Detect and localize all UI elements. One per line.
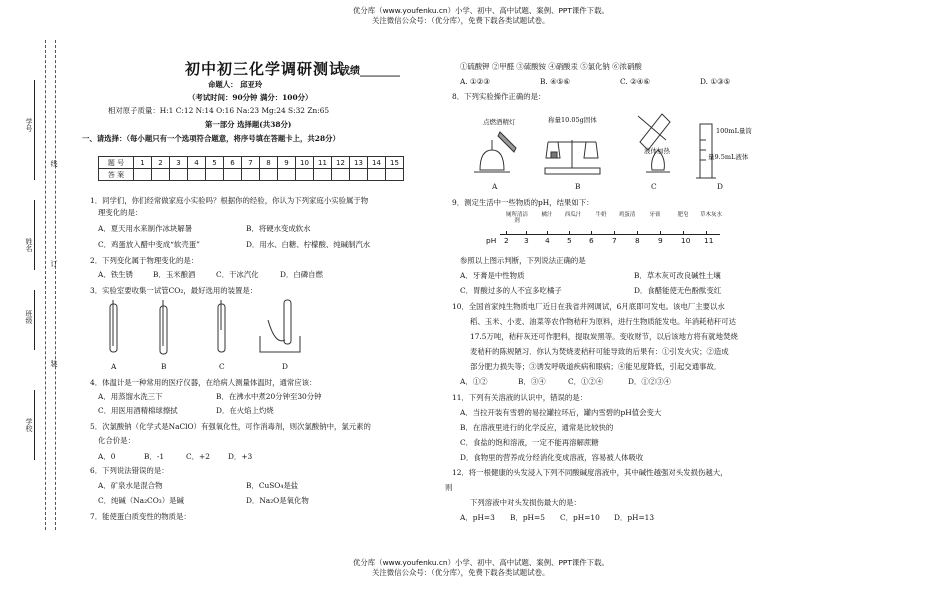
q10-line-4: 麦秸秆的陈规陋习．你认为焚烧麦秸秆可能导致的后果有：①引发火灾；②造成 xyxy=(470,347,729,356)
q9-intro: 参照以上图示判断，下列说法正确的是 xyxy=(460,256,586,265)
q5-option-b: B．-1 xyxy=(144,452,165,461)
atomic-masses: 相对原子质量：H:1 C:12 N:14 O:16 Na:23 Mg:24 S:32 Zn:65 xyxy=(108,106,330,115)
ph-substance-label: 鸡蛋清 xyxy=(618,212,636,218)
part-1-heading: 第一部分 选择题(共38分) xyxy=(205,120,292,129)
ph-tick-label: 7 xyxy=(612,236,617,245)
q11-option-c: C．食盐的饱和溶液，一定不能再溶解蔗糖 xyxy=(460,438,599,447)
q8-cylinder-caption-2: 量9.5mL液体 xyxy=(708,153,749,161)
q12-option-c: C．pH=10 xyxy=(560,513,600,522)
q8-balance-caption: 称量10.05g固体 xyxy=(548,116,597,124)
q10-line-1: 10．全国首家纯生物质电厂近日在我省并网调试，6月底即可发电。该电厂主要以水 xyxy=(452,302,725,311)
q4-option-c: C．用医用酒精棉球擦拭 xyxy=(98,406,178,415)
table-cell: 11 xyxy=(314,157,332,169)
ph-tick-label: 3 xyxy=(524,236,529,245)
table-cell: 15 xyxy=(386,157,404,169)
q7-option-b: B. ④⑤⑥ xyxy=(540,77,571,86)
ph-axis-label: pH xyxy=(486,236,497,245)
binding-line-inner xyxy=(55,40,56,530)
answer-cell[interactable] xyxy=(224,169,242,181)
tube-c xyxy=(218,300,225,352)
author: 命题人： 邱亚玲 xyxy=(208,80,263,89)
q10-option-d: D．①②③④ xyxy=(628,377,671,386)
ph-tick-mark xyxy=(614,231,615,235)
ph-tick-label: 4 xyxy=(545,236,550,245)
table-cell: 题 号 xyxy=(99,157,134,169)
ph-tick-mark xyxy=(591,231,592,235)
q6-option-c: C．纯碱（Na₂CO₃）是碱 xyxy=(98,496,184,505)
ph-tick-label: 5 xyxy=(567,236,572,245)
q8-cylinder-caption-1: 100mL量筒 xyxy=(716,127,752,135)
table-cell: 3 xyxy=(170,157,188,169)
ph-substance-label: 西瓜汁 xyxy=(564,212,582,218)
ph-tick-label: 2 xyxy=(504,236,509,245)
ph-tick-label: 11 xyxy=(704,236,714,245)
answer-table xyxy=(98,156,404,181)
q7-stem: 7．能使蛋白质变性的物质是： xyxy=(90,512,191,521)
binding-line xyxy=(45,40,46,530)
ph-substance-label: 牙膏 xyxy=(649,212,661,218)
q12-stem-1: 12．将一根健康的头发浸入下列不同酸碱度溶液中，其中碱性越强对头发损伤越大， xyxy=(452,468,728,477)
table-cell: 6 xyxy=(224,157,242,169)
q5-option-c: C．+2 xyxy=(186,452,210,461)
q9-option-d: D．食醋能使无色酚酞变红 xyxy=(634,286,722,295)
answer-table-answer-row xyxy=(99,169,404,181)
q10-option-b: B．③④ xyxy=(518,377,546,386)
q9-stem: 9．测定生活中一些物质的pH，结果如下： xyxy=(452,198,594,207)
answer-cell[interactable] xyxy=(134,169,152,181)
answer-cell[interactable] xyxy=(206,169,224,181)
answer-cell[interactable] xyxy=(296,169,314,181)
q8-heat-caption: 液体加热 xyxy=(644,147,670,155)
q9-option-a: A．牙膏是中性物质 xyxy=(460,271,525,280)
q8-label-b: B xyxy=(575,182,581,191)
q3-apparatus-figure xyxy=(100,300,300,360)
footer-line-1: 优分库（www.youfenku.cn）小学、初中、高中试题、案例、PPT课件下载。 xyxy=(353,558,609,567)
ph-substance-label: 肥皂 xyxy=(677,212,689,218)
answer-cell[interactable] xyxy=(332,169,350,181)
answer-cell[interactable] xyxy=(278,169,296,181)
score-label: 成绩________ xyxy=(340,66,400,77)
answer-cell[interactable] xyxy=(386,169,404,181)
table-cell: 13 xyxy=(350,157,368,169)
ph-substance-label: 草木灰水 xyxy=(700,212,723,218)
graduated-cylinder xyxy=(696,124,716,178)
header-line-2: 关注微信公众号：（优分库），免费下载各类试题试卷。 xyxy=(372,16,550,25)
q4-option-d: D．在火焰上灼烧 xyxy=(216,406,274,415)
q11-option-b: B．在溶液里进行的化学反应，通常是比较快的 xyxy=(460,423,614,432)
ph-substance-label: 牛奶 xyxy=(595,212,607,218)
q1-stem-2: 理变化的是： xyxy=(98,208,143,217)
q6-option-a: A．矿泉水是混合物 xyxy=(98,481,163,490)
q2-option-a: A．铁生锈 xyxy=(98,270,133,279)
ph-substance-label: 厕所清洁剂 xyxy=(506,212,529,224)
q1-stem-1: 1．同学们，你们经常做家庭小实验吗？根据你的经验，你认为下列家庭小实验属于物 xyxy=(90,196,369,205)
q10-line-3: 17.5万吨，秸秆灰还可作肥料，提取炭黑等。变收财节，以后该地方将有就地焚烧 xyxy=(470,332,738,341)
q5-stem-1: 5．次氯酸钠（化学式是NaClO）有强氧化性，可作消毒剂，则次氯酸钠中，氯元素的 xyxy=(90,422,371,431)
q8-apparatus-figure xyxy=(470,110,730,182)
table-cell: 8 xyxy=(260,157,278,169)
balance xyxy=(545,140,600,174)
q3-label-b: B xyxy=(161,362,167,371)
q12-option-d: D．pH=13 xyxy=(614,513,655,522)
margin-fill-line xyxy=(34,200,35,270)
q11-stem: 11．下列有关溶液的认识中，错误的是： xyxy=(452,393,588,402)
ph-tick-mark xyxy=(526,231,527,235)
heating-test-tube xyxy=(638,114,670,172)
ph-tick-label: 10 xyxy=(681,236,691,245)
q7-option-a: A. ①②③ xyxy=(460,77,490,86)
q1-option-a: A．夏天用水来制作冰块解暑 xyxy=(98,224,193,233)
q1-option-c: C．鸡蛋放入醋中变成“软壳蛋” xyxy=(98,240,200,249)
margin-label-xuexiao: 学校 xyxy=(25,418,33,432)
q11-option-a: A．当拉开装有雪碧的易拉罐拉环后，罐内雪碧的pH值会变大 xyxy=(460,408,662,417)
answer-cell[interactable] xyxy=(368,169,386,181)
q3-label-d: D xyxy=(282,362,288,371)
q8-lamp-caption: 点燃酒精灯 xyxy=(483,118,516,126)
table-cell: 4 xyxy=(188,157,206,169)
q10-option-a: A．①② xyxy=(460,377,488,386)
answer-cell[interactable] xyxy=(170,169,188,181)
answer-cell[interactable] xyxy=(314,169,332,181)
q2-option-b: B．玉米酿酒 xyxy=(153,270,196,279)
table-cell: 12 xyxy=(332,157,350,169)
q1-option-b: B．将硬水变成软水 xyxy=(246,224,311,233)
q3-label-c: C xyxy=(219,362,225,371)
q7-option-c: C. ②④⑥ xyxy=(620,77,650,86)
tube-a xyxy=(110,300,117,352)
q12-stem-2: 下列溶液中对头发损伤最大的是： xyxy=(470,498,581,507)
table-cell: 9 xyxy=(278,157,296,169)
ph-tick-mark xyxy=(547,231,548,235)
q7-option-d: D. ①③⑤ xyxy=(700,77,731,86)
q5-stem-2: 化合价是： xyxy=(98,436,135,445)
answer-cell[interactable] xyxy=(242,169,260,181)
answer-table-header-row xyxy=(99,157,404,169)
q12-option-a: A．pH=3 xyxy=(460,513,495,522)
q1-option-d: D．用水、白糖、柠檬酸、纯碱制汽水 xyxy=(246,240,371,249)
q8-stem: 8．下列实验操作正确的是： xyxy=(452,92,546,101)
margin-fill-line xyxy=(34,290,35,350)
q4-option-a: A．用蒸馏水洗三下 xyxy=(98,392,163,401)
q2-stem: 2．下列变化属于物理变化的是： xyxy=(90,256,199,265)
exam-time: （考试时间：90分钟 满分：100分） xyxy=(188,93,313,102)
q8-label-c: C xyxy=(651,182,657,191)
q9-option-c: C．胃酸过多的人不宜多吃橘子 xyxy=(460,286,562,295)
margin-label-xian: 线 xyxy=(50,160,58,167)
q6-option-b: B．CuSO₄是盐 xyxy=(246,481,299,490)
q10-line-2: 稻、玉米、小麦、油菜等农作物秸秆为原料，进行生物质能发电。年消耗秸秆可达 xyxy=(470,317,737,326)
margin-label-ding: 订 xyxy=(50,260,58,267)
table-cell: 10 xyxy=(296,157,314,169)
q2-option-c: C．干冰汽化 xyxy=(216,270,259,279)
q7-options-list: ①硫酸钾 ②甲醛 ③硫酸铵 ④硝酸汞 ⑤氯化钠 ⑥浓硝酸 xyxy=(460,62,642,71)
table-cell: 5 xyxy=(206,157,224,169)
tube-b xyxy=(160,300,167,354)
ph-substance-label: 橘汁 xyxy=(541,212,553,218)
table-cell: 2 xyxy=(152,157,170,169)
q5-option-d: D．+3 xyxy=(228,452,253,461)
table-cell: 14 xyxy=(368,157,386,169)
q5-option-a: A．0 xyxy=(98,452,116,461)
q3-stem: 3．实验室要收集一试管CO₂，最好选用的装置是： xyxy=(90,286,258,295)
table-cell: 7 xyxy=(242,157,260,169)
q12-option-b: B．pH=5 xyxy=(510,513,545,522)
q8-label-a: A xyxy=(492,182,498,191)
ph-tick-mark xyxy=(706,231,707,235)
ph-tick-label: 8 xyxy=(635,236,640,245)
q2-option-d: D．白磷自燃 xyxy=(280,270,323,279)
header-line-1: 优分库（www.youfenku.cn）小学、初中、高中试题、案例、PPT课件下载。 xyxy=(353,6,609,15)
ph-tick-label: 9 xyxy=(658,236,663,245)
answer-cell[interactable] xyxy=(188,169,206,181)
ph-tick-mark xyxy=(683,231,684,235)
table-cell: 答 案 xyxy=(99,169,134,181)
ph-tick-mark xyxy=(569,231,570,235)
q12-stem-1b: 则 xyxy=(445,483,453,492)
ph-tick-mark xyxy=(506,231,507,235)
section-1-heading: 一、请选择：（每小题只有一个选项符合题意，将序号填在答题卡上，共28分） xyxy=(82,134,340,143)
ph-axis xyxy=(500,234,720,235)
answer-cell[interactable] xyxy=(350,169,368,181)
ph-tick-label: 6 xyxy=(589,236,594,245)
q10-option-c: C．①②④ xyxy=(568,377,604,386)
tube-d xyxy=(260,300,300,352)
ph-tick-mark xyxy=(660,231,661,235)
margin-fill-line xyxy=(34,80,35,180)
margin-label-banji: 班级 xyxy=(25,310,33,324)
answer-cell[interactable] xyxy=(152,169,170,181)
exam-title: 初中初三化学调研测试 xyxy=(185,60,346,78)
q4-stem: 4．体温计是一种常用的医疗仪器，在给病人测量体温时，通常应该： xyxy=(90,378,317,387)
footer-line-2: 关注微信公众号：（优分库），免费下载各类试题试卷。 xyxy=(372,568,550,577)
q6-stem: 6．下列说法错误的是： xyxy=(90,466,169,475)
margin-label-xuehao: 学号 xyxy=(25,118,33,132)
q9-option-b: B．草木灰可改良碱性土壤 xyxy=(634,271,721,280)
answer-cell[interactable] xyxy=(260,169,278,181)
q3-label-a: A xyxy=(111,362,117,371)
margin-label-zhuang: 装 xyxy=(50,360,58,367)
q6-option-d: D．Na₂O是氧化物 xyxy=(246,496,309,505)
margin-fill-line xyxy=(34,390,35,460)
table-cell: 1 xyxy=(134,157,152,169)
alcohol-lamp xyxy=(474,132,516,172)
ph-tick-mark xyxy=(637,231,638,235)
q10-line-5: 部分肥力损失等；③诱发呼吸道疾病和眼病；④能见度降低，引起交通事故． xyxy=(470,362,722,371)
q4-option-b: B．在沸水中煮20分钟至30分钟 xyxy=(216,392,322,401)
margin-label-xingming: 姓名 xyxy=(25,238,33,252)
q11-option-d: D．食物里的营养成分经消化变成溶液，容易被人体吸收 xyxy=(460,453,644,462)
q8-label-d: D xyxy=(717,182,723,191)
